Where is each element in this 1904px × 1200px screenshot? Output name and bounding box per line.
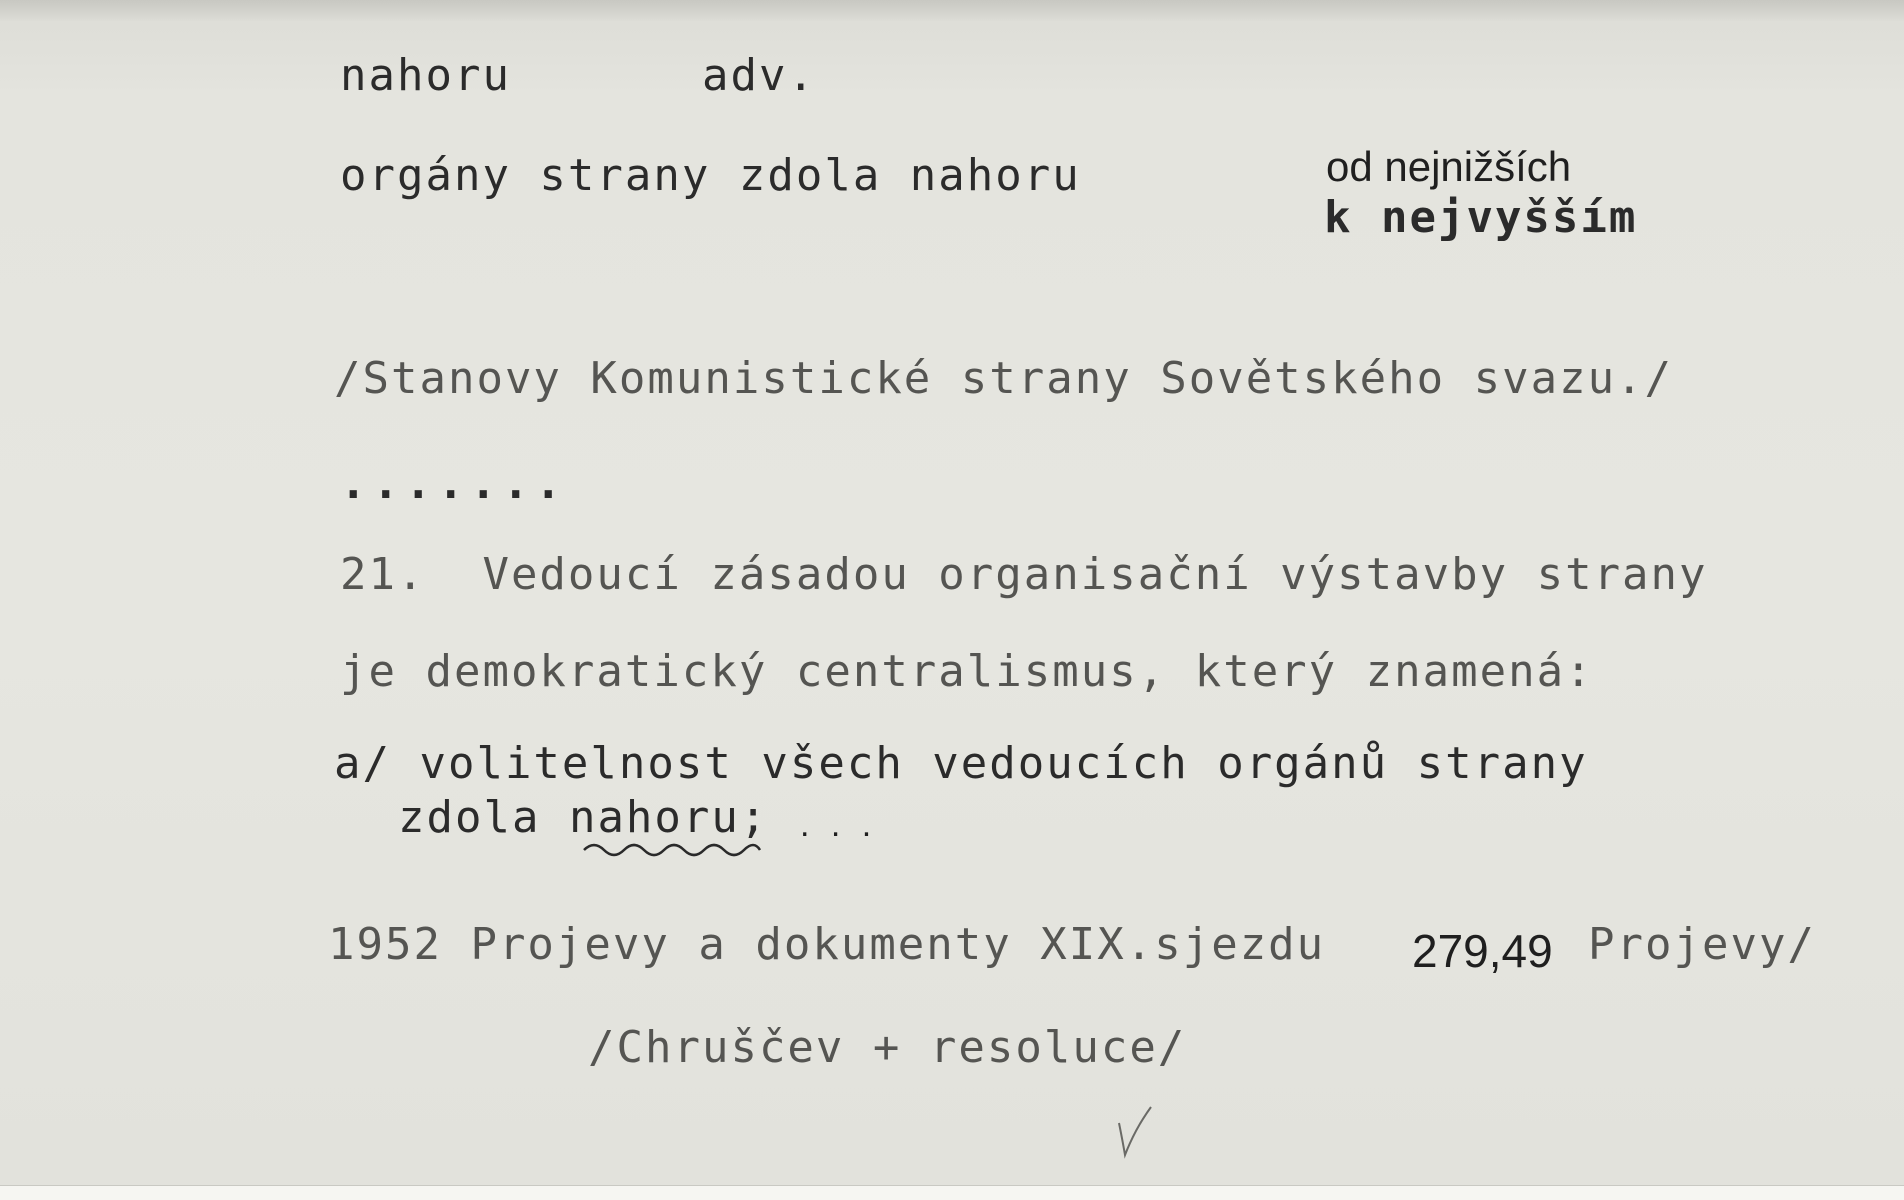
definition-line-2: k nejvyšším [1324,192,1638,243]
reference-pages: 279,49 [1412,925,1553,977]
ellipsis-line: ....... [340,458,568,509]
part-of-speech: adv. [702,50,816,101]
reference-tail: Projevy/ [1588,919,1816,970]
reference-line-2: /Chruščev + resoluce/ [588,1022,1187,1073]
check-mark-icon [1115,1103,1155,1159]
headword: nahoru [340,50,511,101]
source-title: /Stanovy Komunistické strany Sovětského svazu./ [334,353,1674,404]
card-bottom-edge [0,1185,1904,1200]
definition-line-1: od nejnižších [1326,143,1572,190]
card-top-shadow [0,0,1904,22]
citation-line-1: 21. Vedoucí zásadou organisační výstavby strany [340,549,1708,600]
citation-line-4 [398,792,769,843]
citation-line-2: je demokratický centralismus, který znamená: [340,646,1594,697]
reference-year-title: 1952 Projevy a dokumenty XIX.sjezdu [328,919,1326,970]
citation-line-3: a/ volitelnost všech vedoucích orgánů strany [334,738,1588,789]
wavy-underline [582,838,762,862]
underlined-word: nahoru [568,792,740,843]
trailing-ellipsis: . . . [800,806,878,844]
example-phrase: orgány strany zdola nahoru [340,150,1081,201]
citation-line-4-end: ; [739,792,769,843]
citation-line-4-start: zdola [398,792,569,843]
